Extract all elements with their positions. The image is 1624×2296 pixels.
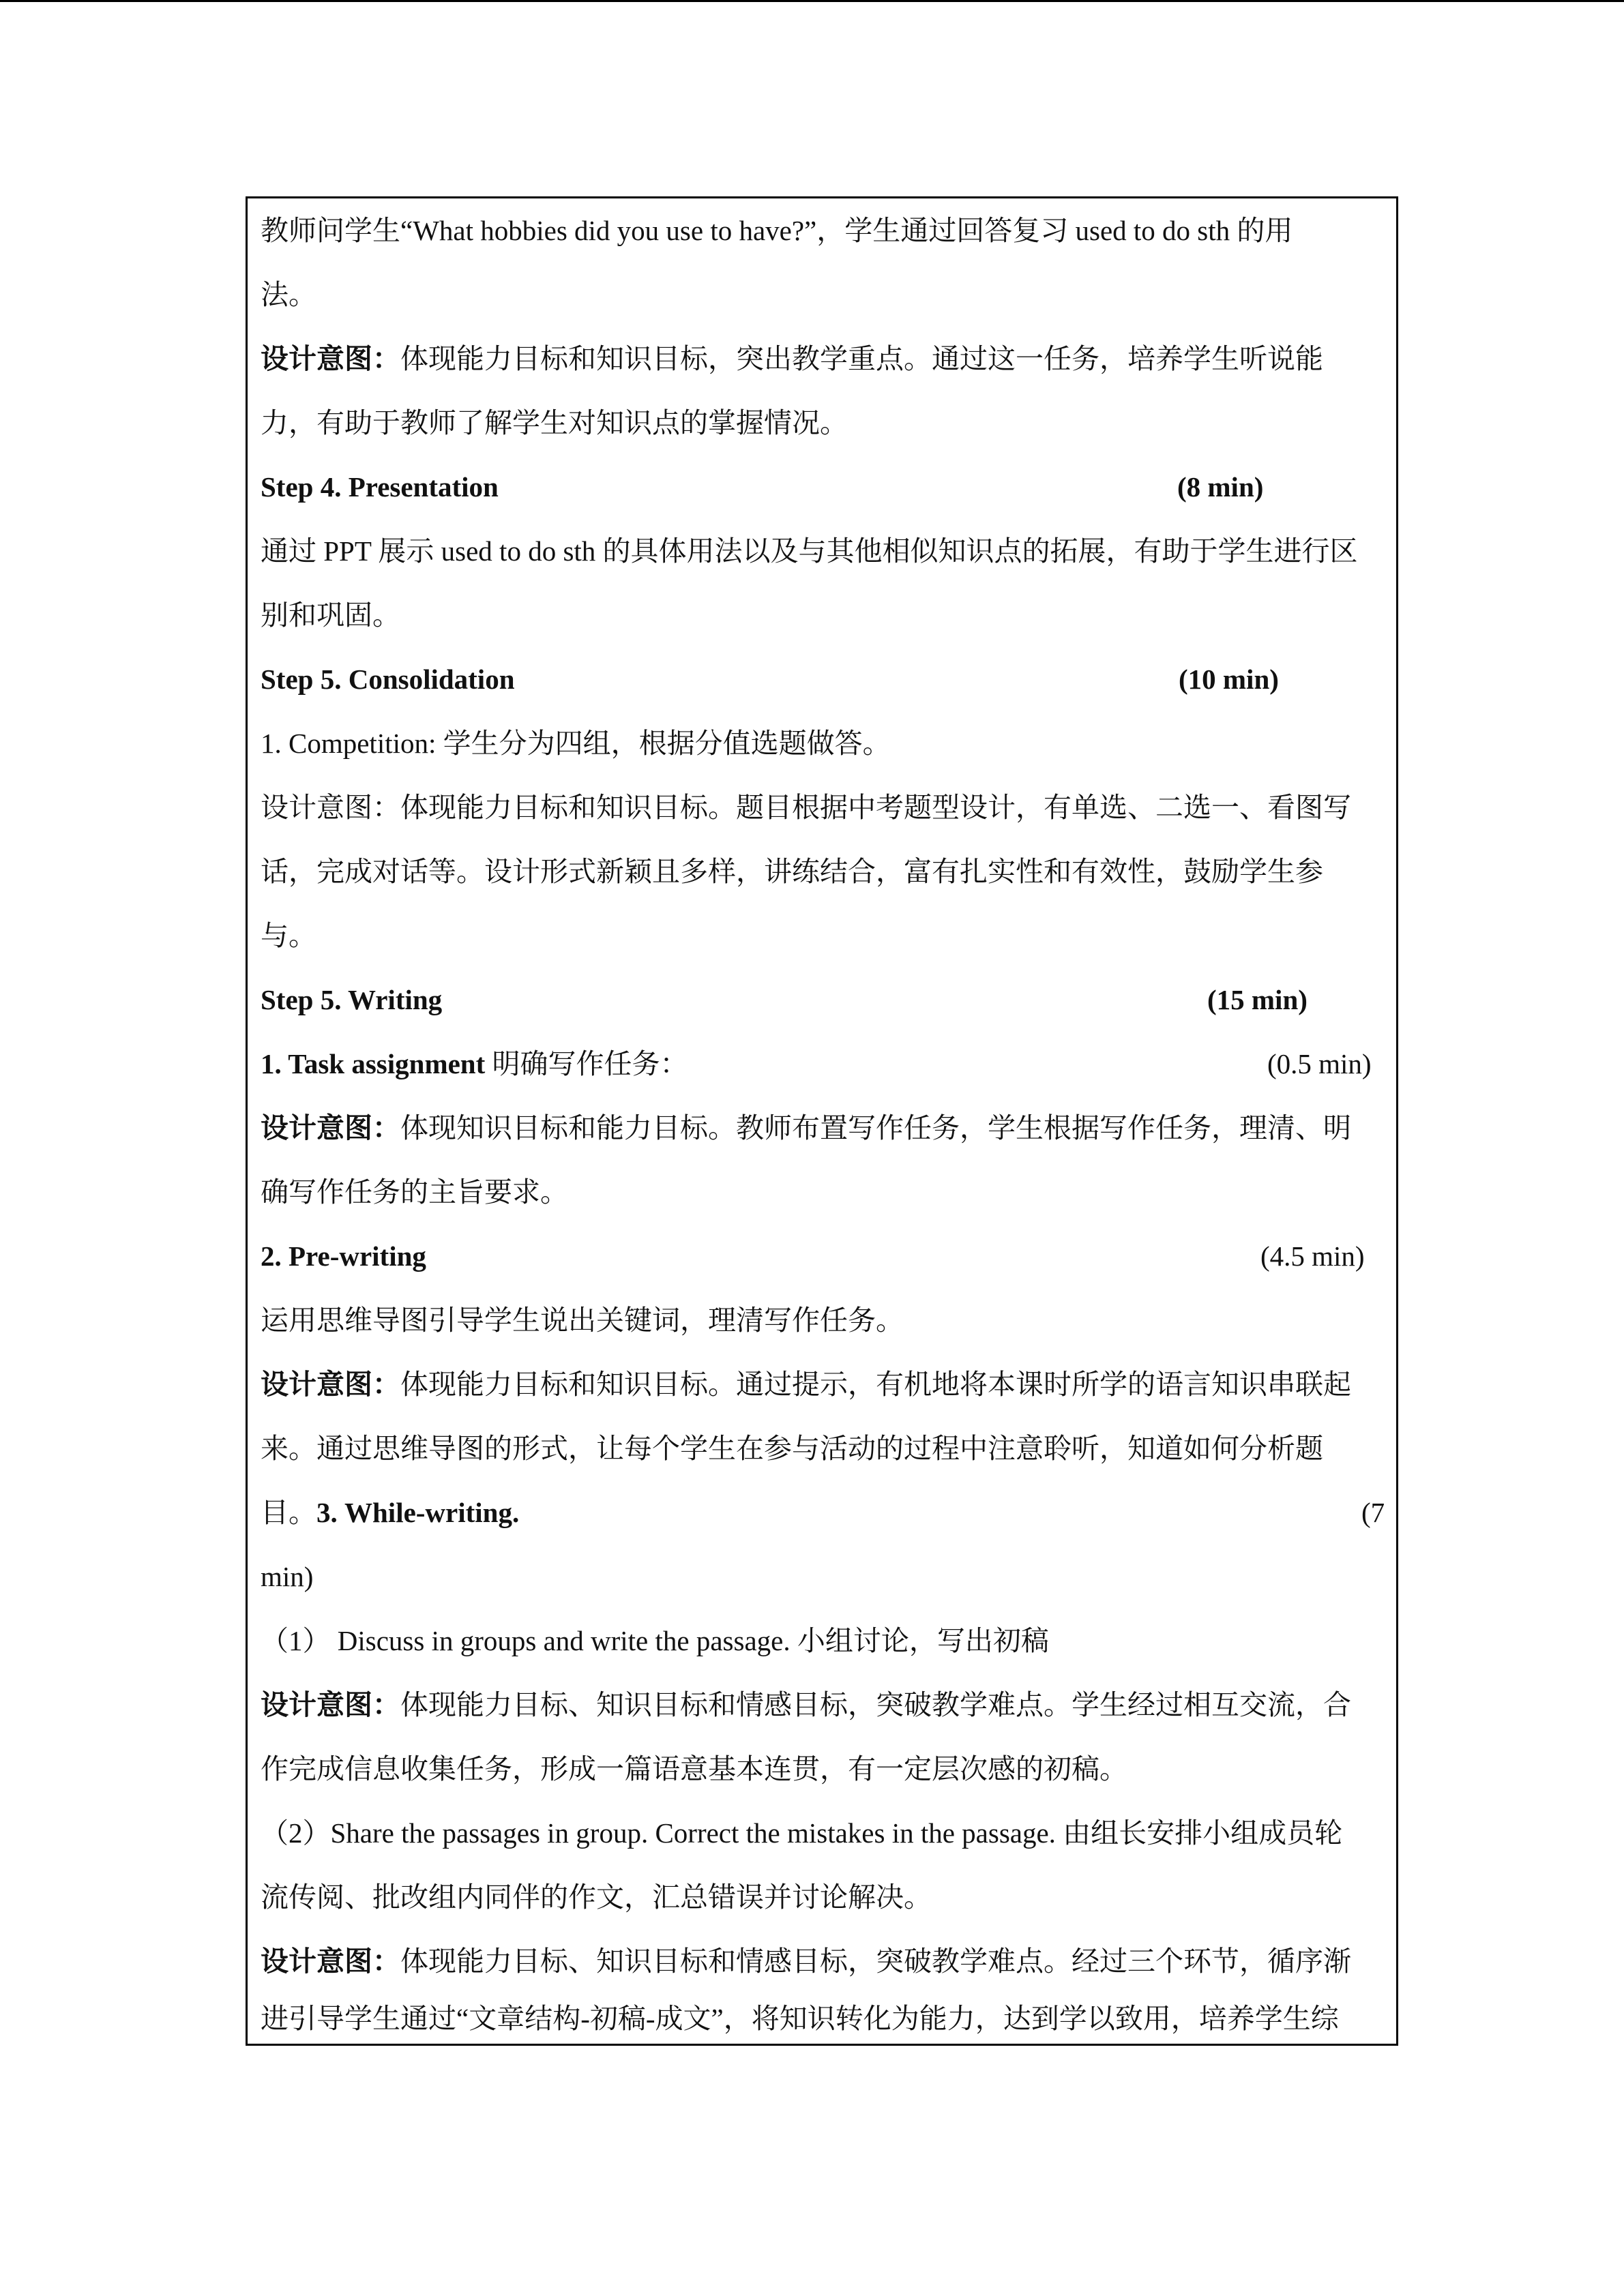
- paragraph-line: 别和巩固。: [261, 599, 400, 631]
- paragraph-line: 运用思维导图引导学生说出关键词，理清写作任务。: [261, 1304, 904, 1336]
- paragraph-line: 进引导学生通过“文章结构-初稿-成文”，将知识转化为能力，达到学以致用，培养学生综: [261, 2003, 1339, 2034]
- design-intent-text: 体现能力目标和知识目标。通过提示，有机地将本课时所学的语言知识串联起: [400, 1369, 1351, 1400]
- paragraph-line: （1） Discuss in groups and write the passage. 小组讨论，写出初稿: [261, 1625, 1049, 1656]
- paragraph-line: 确写作任务的主旨要求。: [261, 1176, 568, 1208]
- paragraph-line: 话，完成对话等。设计形式新颖且多样，讲练结合，富有扎实性和有效性，鼓励学生参: [261, 856, 1323, 887]
- paragraph-text: 目。: [261, 1497, 316, 1528]
- paragraph-line: 力，有助于教师了解学生对知识点的掌握情况。: [261, 407, 848, 438]
- page-top-rule: [0, 0, 1624, 2]
- paragraph-line: 1. Competition: 学生分为四组，根据分值选题做答。: [261, 728, 891, 759]
- design-intent-label: 设计意图：: [261, 343, 400, 374]
- paragraph-line: 教师问学生“What hobbies did you use to have?”，学生通过回答复习 used to do sth 的用: [261, 215, 1293, 246]
- step-5-consolidation-heading: Step 5. Consolidation: [261, 664, 515, 695]
- design-intent-text: 体现能力目标、知识目标和情感目标，突破教学难点。经过三个环节，循序渐: [400, 1945, 1351, 1977]
- while-writing-line: [261, 1492, 1386, 1533]
- design-intent-line: [261, 338, 1386, 379]
- step-5-consolidation-time: (10 min): [1179, 664, 1279, 695]
- paragraph-line: 与。: [261, 920, 316, 951]
- pre-writing-heading: 2. Pre-writing: [261, 1240, 426, 1272]
- design-intent-label: 设计意图：: [261, 1689, 400, 1720]
- design-intent-label: 设计意图：: [261, 1369, 400, 1400]
- while-writing-heading: 3. While-writing.: [316, 1497, 520, 1528]
- design-intent-label: 设计意图：: [261, 1112, 400, 1144]
- task-assignment-label: 1. Task assignment: [261, 1048, 486, 1079]
- design-intent-line: [261, 1941, 1386, 1982]
- pre-writing-time: (4.5 min): [1260, 1240, 1365, 1272]
- while-writing-time: (7: [1361, 1497, 1385, 1528]
- paragraph-line: 作完成信息收集任务，形成一篇语意基本连贯，有一定层次感的初稿。: [261, 1753, 1127, 1785]
- design-intent-line: [261, 1107, 1386, 1148]
- design-intent-line: [261, 1364, 1386, 1405]
- design-intent-text: 体现知识目标和能力目标。教师布置写作任务，学生根据写作任务，理清、明: [400, 1112, 1351, 1144]
- step-4-heading: Step 4. Presentation: [261, 471, 499, 503]
- task-assignment-line: [261, 1043, 1386, 1084]
- step-5-writing-time: (15 min): [1207, 984, 1308, 1015]
- paragraph-line: 来。通过思维导图的形式，让每个学生在参与活动的过程中注意聆听，知道如何分析题: [261, 1433, 1323, 1464]
- design-intent-text: 体现能力目标、知识目标和情感目标，突破教学难点。学生经过相互交流，合: [400, 1689, 1351, 1720]
- task-assignment-text: 明确写作任务：: [485, 1048, 688, 1079]
- design-intent-text: 体现能力目标和知识目标，突出教学重点。通过这一任务，培养学生听说能: [400, 343, 1323, 374]
- paragraph-line: （2）Share the passages in group. Correct the mistakes in the passage. 由组长安排小组成员轮: [261, 1817, 1343, 1849]
- step-5-writing-heading: Step 5. Writing: [261, 984, 443, 1015]
- paragraph-line: 通过 PPT 展示 used to do sth 的具体用法以及与其他相似知识点的拓展，有助于学生进行区: [261, 535, 1358, 567]
- design-intent-label: 设计意图：: [261, 1945, 400, 1977]
- design-intent-line: [261, 1684, 1386, 1725]
- task-assignment-time: (0.5 min): [1267, 1048, 1372, 1079]
- paragraph-line: min): [261, 1561, 314, 1592]
- step-4-time: (8 min): [1177, 471, 1264, 503]
- paragraph-line: 法。: [261, 279, 316, 310]
- paragraph-line: 设计意图：体现能力目标和知识目标。题目根据中考题型设计，有单选、二选一、看图写: [261, 792, 1351, 823]
- paragraph-line: 流传阅、批改组内同伴的作文，汇总错误并讨论解决。: [261, 1881, 932, 1913]
